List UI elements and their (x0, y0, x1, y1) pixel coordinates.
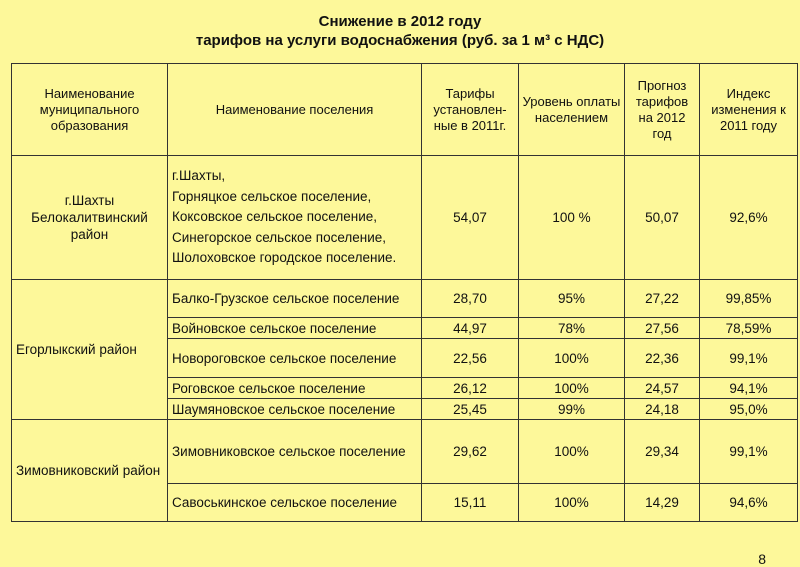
header-settlement: Наименование поселения (168, 64, 422, 156)
header-row (12, 64, 798, 156)
header-payment-level: Уровень оплаты населением (519, 64, 625, 156)
tariff-2011-cell: 44,97 (422, 318, 519, 339)
title-line-2: тарифов на услуги водоснабжения (руб. за 1 м³ с НДС) (195, 32, 605, 49)
forecast-2012-cell: 27,56 (625, 318, 700, 339)
header-tariff-2011: Тарифы установлен-ные в 2011г. (422, 64, 519, 156)
settlement-cell: Балко-Грузское сельское поселение (168, 280, 422, 318)
index-cell: 99,1% (700, 339, 798, 378)
tariff-2011-cell: 26,12 (422, 378, 519, 399)
forecast-2012-cell: 22,36 (625, 339, 700, 378)
tariff-2011-cell: 29,62 (422, 420, 519, 484)
table-row (12, 420, 798, 484)
forecast-2012-cell: 29,34 (625, 420, 700, 484)
page-number: 8 (758, 551, 766, 567)
municipality-cell: г.Шахты Белокалитвинский район (12, 156, 168, 280)
tariff-2011-cell: 22,56 (422, 339, 519, 378)
index-cell: 99,1% (700, 420, 798, 484)
index-cell: 78,59% (700, 318, 798, 339)
index-cell: 94,1% (700, 378, 798, 399)
table-row (12, 280, 798, 318)
header-forecast-2012: Прогноз тарифов на 2012 год (625, 64, 700, 156)
settlement-cell: Зимовниковское сельское поселение (168, 420, 422, 484)
index-cell: 92,6% (700, 156, 798, 280)
payment-level-cell: 78% (519, 318, 625, 339)
settlement-cell (168, 156, 422, 280)
forecast-2012-cell: 24,18 (625, 399, 700, 420)
settlement-text: г.Шахты, Горняцкое сельское поселение, Коксовское сельское поселение, Синегорское сельское поселение, Шолоховское городское поселение. (172, 168, 397, 266)
header-index: Индекс изменения к 2011 году (700, 64, 798, 156)
tariff-2011-cell: 15,11 (422, 484, 519, 522)
payment-level-cell: 99% (519, 399, 625, 420)
tariff-table (11, 63, 798, 522)
tariff-2011-cell: 54,07 (422, 156, 519, 280)
index-cell: 95,0% (700, 399, 798, 420)
forecast-2012-cell: 50,07 (625, 156, 700, 280)
payment-level-cell: 100 % (519, 156, 625, 280)
index-cell: 94,6% (700, 484, 798, 522)
payment-level-cell: 100% (519, 378, 625, 399)
payment-level-cell: 100% (519, 484, 625, 522)
table-row (12, 156, 798, 280)
forecast-2012-cell: 14,29 (625, 484, 700, 522)
tariff-2011-cell: 25,45 (422, 399, 519, 420)
settlement-cell: Новороговское сельское поселение (168, 339, 422, 378)
municipality-cell: Зимовниковский район (12, 420, 168, 522)
header-municipality: Наименование муниципального образования (12, 64, 168, 156)
settlement-cell: Войновское сельское поселение (168, 318, 422, 339)
settlement-cell: Шаумяновское сельское поселение (168, 399, 422, 420)
tariff-2011-cell: 28,70 (422, 280, 519, 318)
payment-level-cell: 95% (519, 280, 625, 318)
settlement-cell: Роговское сельское поселение (168, 378, 422, 399)
index-cell: 99,85% (700, 280, 798, 318)
page-title (0, 12, 800, 50)
municipality-cell: Егорлыкский район (12, 280, 168, 420)
settlement-cell: Савоськинское сельское поселение (168, 484, 422, 522)
forecast-2012-cell: 24,57 (625, 378, 700, 399)
title-line-1: Снижение в 2012 году (318, 13, 482, 30)
payment-level-cell: 100% (519, 420, 625, 484)
forecast-2012-cell: 27,22 (625, 280, 700, 318)
payment-level-cell: 100% (519, 339, 625, 378)
